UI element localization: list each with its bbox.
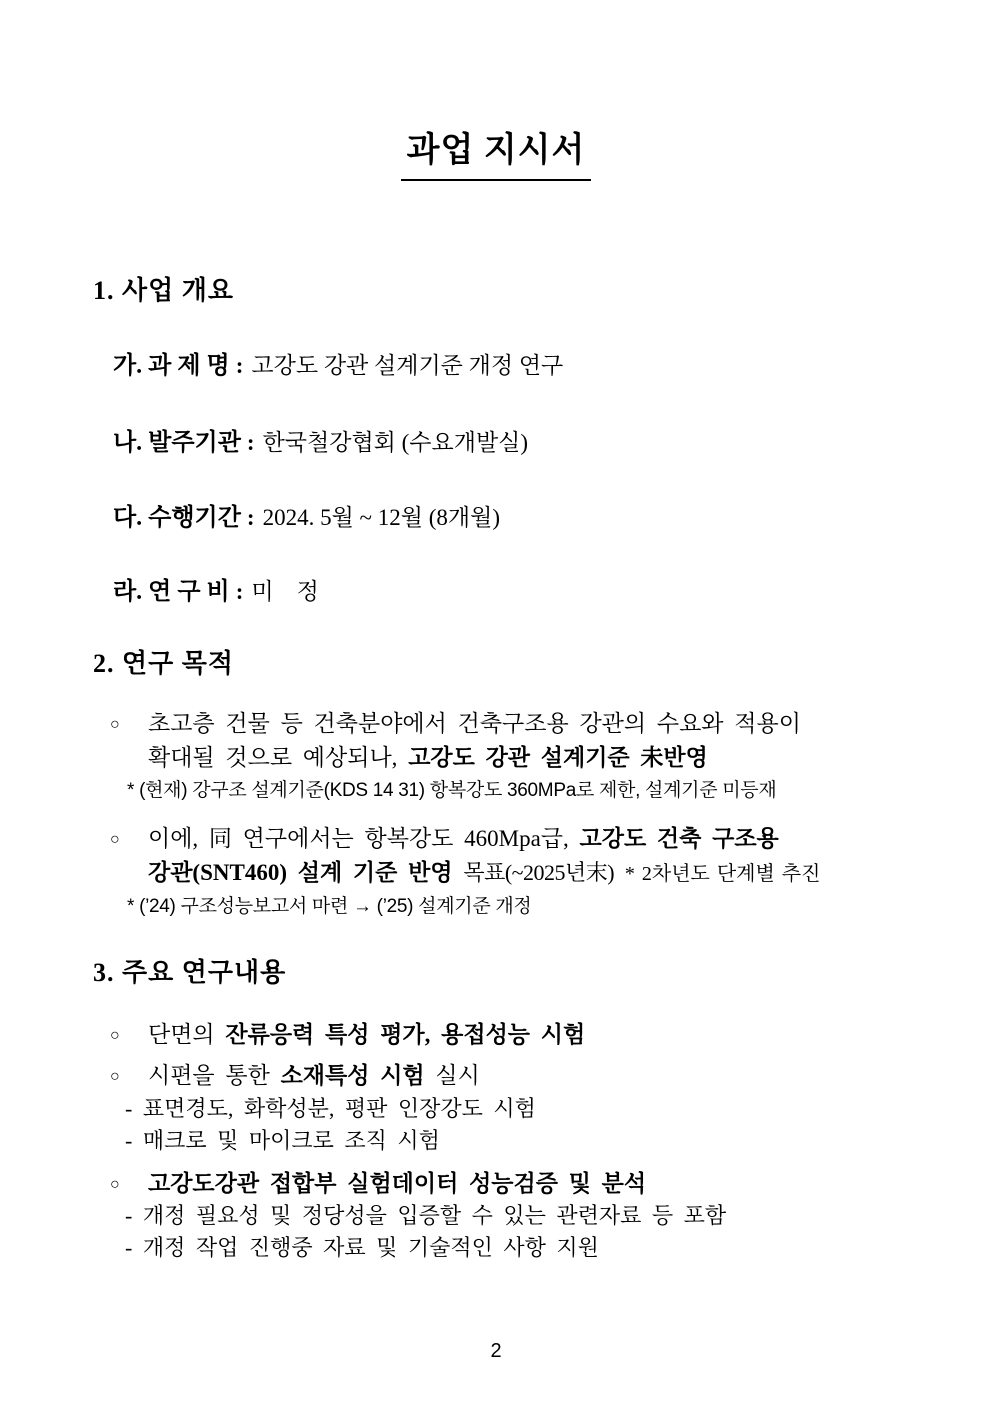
content-bullet3 <box>110 1165 646 1198</box>
bullet-text-bold: 강관(SNT460) 설계 기준 반영 <box>148 860 453 885</box>
bullet-text: 실시 <box>435 1063 480 1088</box>
overview-value: 고강도 강관 설계기준 개정 연구 <box>251 353 564 378</box>
objective-bullet2-line1 <box>110 820 779 853</box>
section3-heading: 3. 주요 연구내용 <box>93 958 287 987</box>
sub-item: - 개정 작업 진행중 자료 및 기술적인 사항 지원 <box>125 1235 599 1260</box>
bullet-text: 이에, 同 연구에서는 항복강도 460Mpa급, <box>148 826 569 851</box>
overview-item-period <box>113 497 500 532</box>
bullet-text: 시편을 통한 <box>148 1063 270 1088</box>
overview-value: 2024. 5월 ~ 12월 (8개월) <box>262 505 500 530</box>
footnote-current-standard: * (현재) 강구조 설계기준(KDS 14 31) 항복강도 360MPa로 제한, 설계기준 미등재 <box>127 780 777 801</box>
content-bullet2 <box>110 1057 480 1090</box>
sub-item: - 매크로 및 마이크로 조직 시험 <box>125 1128 440 1153</box>
bullet-text-bold: 고강도 강관 설계기준 未반영 <box>408 745 708 770</box>
bullet-text: 확대될 것으로 예상되나, <box>148 745 398 770</box>
bullet-text: 단면의 <box>148 1022 215 1047</box>
overview-label: 라. 연 구 비 <box>113 579 230 605</box>
overview-value: 미 정 <box>251 579 319 604</box>
overview-label: 다. 수행기간 <box>113 505 241 531</box>
bullet-text-small: * 2차년도 단계별 추진 <box>624 863 821 885</box>
sub-item: - 표면경도, 화학성분, 평판 인장강도 시험 <box>125 1096 536 1121</box>
sub-item: - 개정 필요성 및 정당성을 입증할 수 있는 관련자료 등 포함 <box>125 1203 727 1228</box>
bullet-text: 목표(~2025년末) <box>463 860 615 885</box>
overview-item-ordering-org <box>113 422 528 457</box>
colon-separator: : <box>235 353 244 378</box>
footnote-roadmap: * (’24) 구조성능보고서 마련 → (’25) 설계기준 개정 <box>127 896 532 917</box>
circle-bullet-icon: ○ <box>110 1068 120 1085</box>
objective-bullet2-line2 <box>148 854 820 887</box>
section2-heading: 2. 연구 목적 <box>93 649 234 678</box>
title-container <box>0 122 992 181</box>
circle-bullet-icon: ○ <box>110 1027 120 1044</box>
objective-bullet1-line1 <box>110 705 801 738</box>
overview-item-budget <box>113 571 319 606</box>
circle-bullet-icon: ○ <box>110 1176 120 1193</box>
overview-label: 가. 과 제 명 <box>113 353 230 379</box>
bullet-text-bold: 잔류응력 특성 평가, 용접성능 시험 <box>225 1022 586 1047</box>
overview-item-project-name <box>113 345 563 380</box>
overview-label: 나. 발주기관 <box>113 430 241 456</box>
page-number: 2 <box>490 1340 502 1362</box>
section1-heading: 1. 사업 개요 <box>93 276 234 305</box>
colon-separator: : <box>246 430 255 455</box>
circle-bullet-icon: ○ <box>110 831 120 848</box>
colon-separator: : <box>246 505 255 530</box>
bullet-text-bold: 고강도강관 접합부 실험데이터 성능검증 및 분석 <box>148 1171 647 1196</box>
bullet-text-bold: 소재특성 시험 <box>280 1063 425 1088</box>
content-bullet1 <box>110 1016 585 1049</box>
colon-separator: : <box>235 579 244 604</box>
bullet-text: 초고층 건물 등 건축분야에서 건축구조용 강관의 수요와 적용이 <box>148 711 801 736</box>
bullet-text-bold: 고강도 건축 구조용 <box>579 826 779 851</box>
overview-value: 한국철강협회 (수요개발실) <box>262 430 529 455</box>
page-title: 과업 지시서 <box>401 122 592 181</box>
circle-bullet-icon: ○ <box>110 716 120 733</box>
objective-bullet1-line2 <box>148 739 708 772</box>
